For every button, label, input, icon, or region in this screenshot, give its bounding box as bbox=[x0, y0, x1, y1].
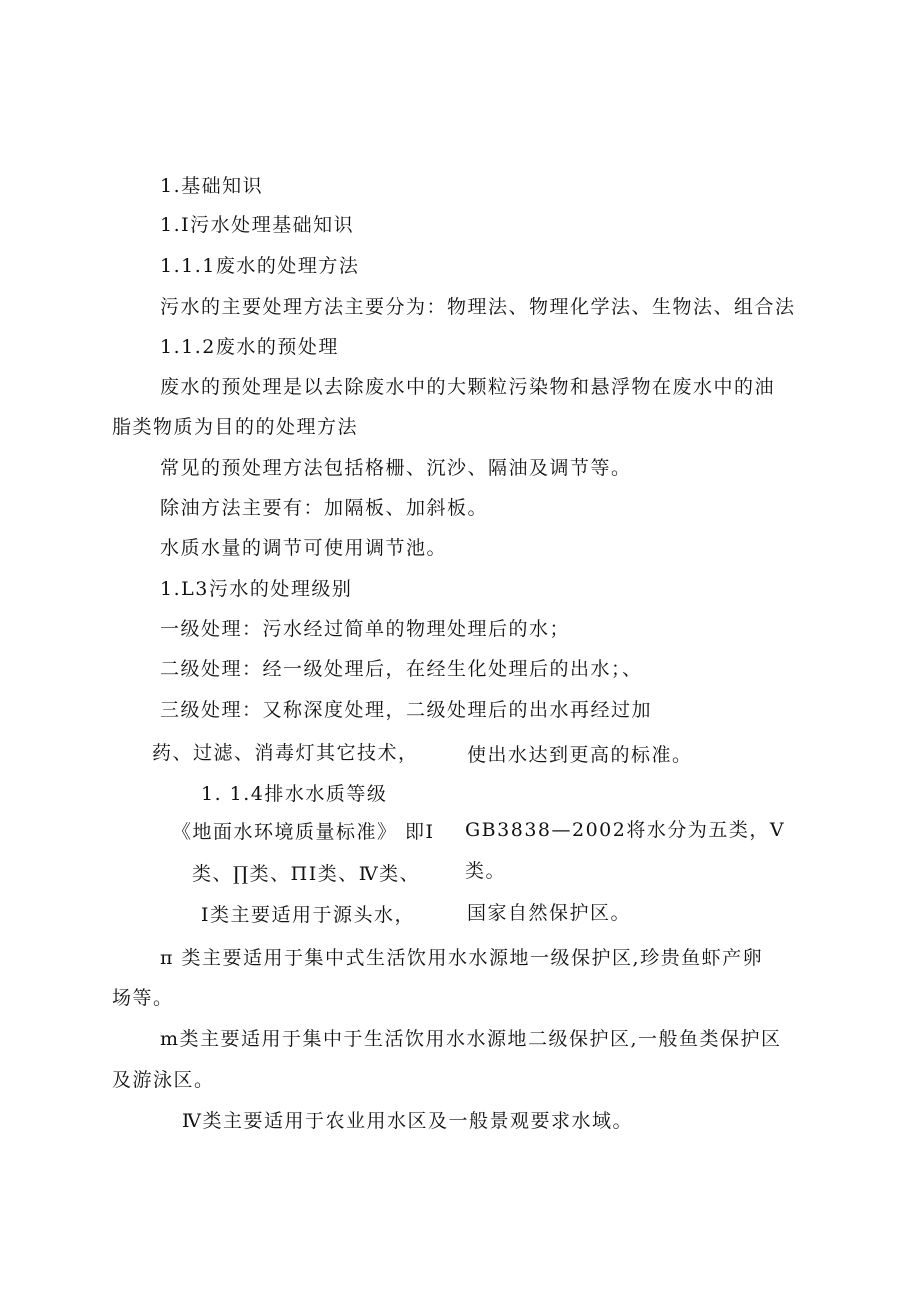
class-3-line2: 及游泳区。 bbox=[112, 1069, 215, 1091]
class-3-line1: m类主要适用于集中于生活饮用水水源地二级保护区,一般鱼类保护区 bbox=[160, 1028, 782, 1050]
heading-basic-knowledge: 1.基础知识 bbox=[160, 175, 264, 197]
paragraph-oil-removal: 除油方法主要有：加隔板、加斜板。 bbox=[160, 497, 489, 519]
standard-left-line1: 《地面水环境质量标准》 即Ⅰ bbox=[172, 821, 435, 843]
level-tertiary-line2-right: 使出水达到更高的标准。 bbox=[467, 744, 693, 766]
paragraph-pretreatment-line1: 废水的预处理是以去除废水中的大颗粒污染物和悬浮物在废水中的油 bbox=[160, 376, 776, 398]
heading-pretreatment: 1.1.2废水的预处理 bbox=[160, 336, 339, 358]
heading-sewage-basics: 1.Ⅰ污水处理基础知识 bbox=[160, 214, 355, 236]
level-primary: 一级处理：污水经过简单的物理处理后的水； bbox=[160, 618, 571, 640]
class-1-left: Ⅰ类主要适用于源头水， bbox=[201, 904, 416, 926]
class-4: Ⅳ类主要适用于农业用水区及一般景观要求水域。 bbox=[182, 1110, 633, 1132]
paragraph-pretreatment-line2: 脂类物质为目的的处理方法 bbox=[112, 416, 359, 438]
heading-treatment-levels: 1.L3污水的处理级别 bbox=[160, 578, 353, 600]
class-2-line1: π 类主要适用于集中式生活饮用水水源地一级保护区,珍贵鱼虾产卵 bbox=[160, 947, 764, 969]
standard-left-line2: 类、∏类、ΠⅠ类、Ⅳ类、 bbox=[192, 863, 421, 885]
paragraph-methods: 污水的主要处理方法主要分为：物理法、物理化学法、生物法、组合法 bbox=[160, 296, 796, 318]
class-2-line2: 场等。 bbox=[112, 987, 174, 1009]
heading-water-quality-grades: 1. 1.4排水水质等级 bbox=[201, 783, 388, 805]
level-tertiary-line1: 三级处理：又称深度处理，二级处理后的出水再经过加 bbox=[160, 699, 653, 721]
level-tertiary-line2-left: 药、过滤、消毒灯其它技术， bbox=[152, 742, 419, 764]
standard-right-line2: 类。 bbox=[465, 860, 507, 882]
paragraph-adjustment: 水质水量的调节可使用调节池。 bbox=[160, 537, 448, 559]
heading-treatment-methods: 1.1.1废水的处理方法 bbox=[160, 255, 360, 277]
paragraph-common-methods: 常见的预处理方法包括格栅、沉沙、隔油及调节等。 bbox=[160, 457, 632, 479]
standard-right-line1: GB3838—2002将水分为五类，V bbox=[465, 819, 786, 841]
level-secondary: 二级处理：经一级处理后，在经生化处理后的出水；、 bbox=[160, 658, 643, 680]
class-1-right: 国家自然保护区。 bbox=[467, 902, 632, 924]
